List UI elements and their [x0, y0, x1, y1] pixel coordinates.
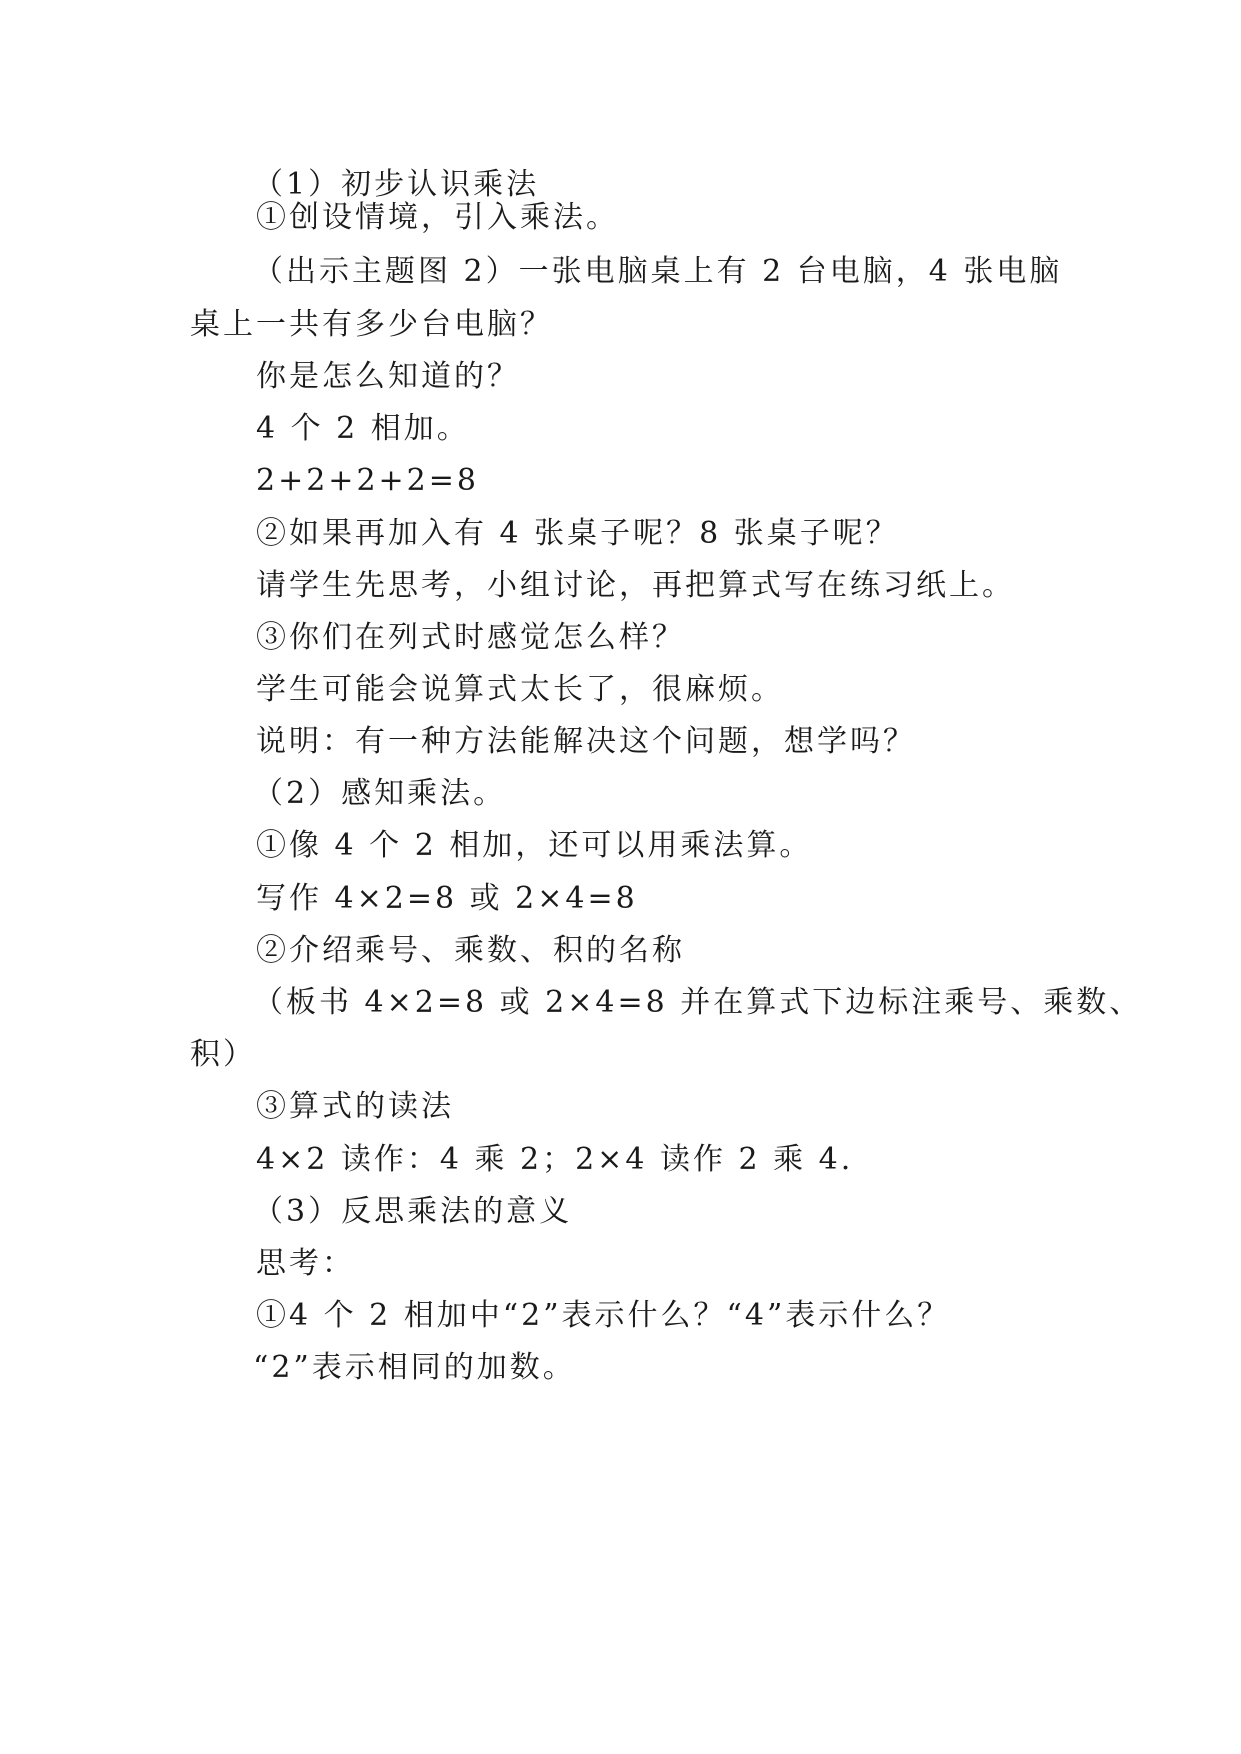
section-heading-1: （1）初步认识乘法 [253, 167, 540, 202]
paragraph-line: 4 个 2 相加。 [256, 411, 470, 446]
paragraph-line: 请学生先思考，小组讨论，再把算式写在练习纸上。 [256, 568, 1015, 603]
paragraph-line: 积） [190, 1037, 256, 1072]
paragraph-line: 学生可能会说算式太长了，很麻烦。 [256, 672, 784, 707]
section-heading-3: （3）反思乘法的意义 [253, 1194, 573, 1229]
section-heading-2: （2）感知乘法。 [253, 776, 507, 811]
paragraph-line: “2”表示相同的加数。 [253, 1350, 576, 1385]
paragraph-line: ②介绍乘号、乘数、积的名称 [256, 933, 685, 968]
paragraph-line: 桌上一共有多少台电脑？ [190, 307, 553, 342]
paragraph-line: 你是怎么知道的？ [256, 359, 520, 394]
paragraph-line: （板书 4×2=8 或 2×4=8 并在算式下边标注乘号、乘数、 [253, 985, 1143, 1020]
paragraph-line: ①像 4 个 2 相加，还可以用乘法算。 [256, 828, 813, 863]
paragraph-line: ③你们在列式时感觉怎么样？ [256, 620, 685, 655]
paragraph-line: 说明：有一种方法能解决这个问题，想学吗？ [256, 724, 916, 759]
paragraph-line: ①创设情境，引入乘法。 [256, 200, 619, 235]
paragraph-line: ③算式的读法 [256, 1089, 454, 1124]
paragraph-line: ①4 个 2 相加中“2”表示什么？“4”表示什么？ [256, 1298, 951, 1333]
paragraph-line: 思考： [256, 1246, 355, 1281]
paragraph-line: ②如果再加入有 4 张桌子呢？8 张桌子呢？ [256, 516, 899, 551]
paragraph-line: 4×2 读作：4 乘 2；2×4 读作 2 乘 4. [256, 1142, 854, 1177]
paragraph-line: （出示主题图 2）一张电脑桌上有 2 台电脑，4 张电脑 [253, 254, 1063, 289]
paragraph-line: 写作 4×2=8 或 2×4=8 [256, 881, 638, 916]
paragraph-line: 2+2+2+2=8 [256, 463, 479, 498]
